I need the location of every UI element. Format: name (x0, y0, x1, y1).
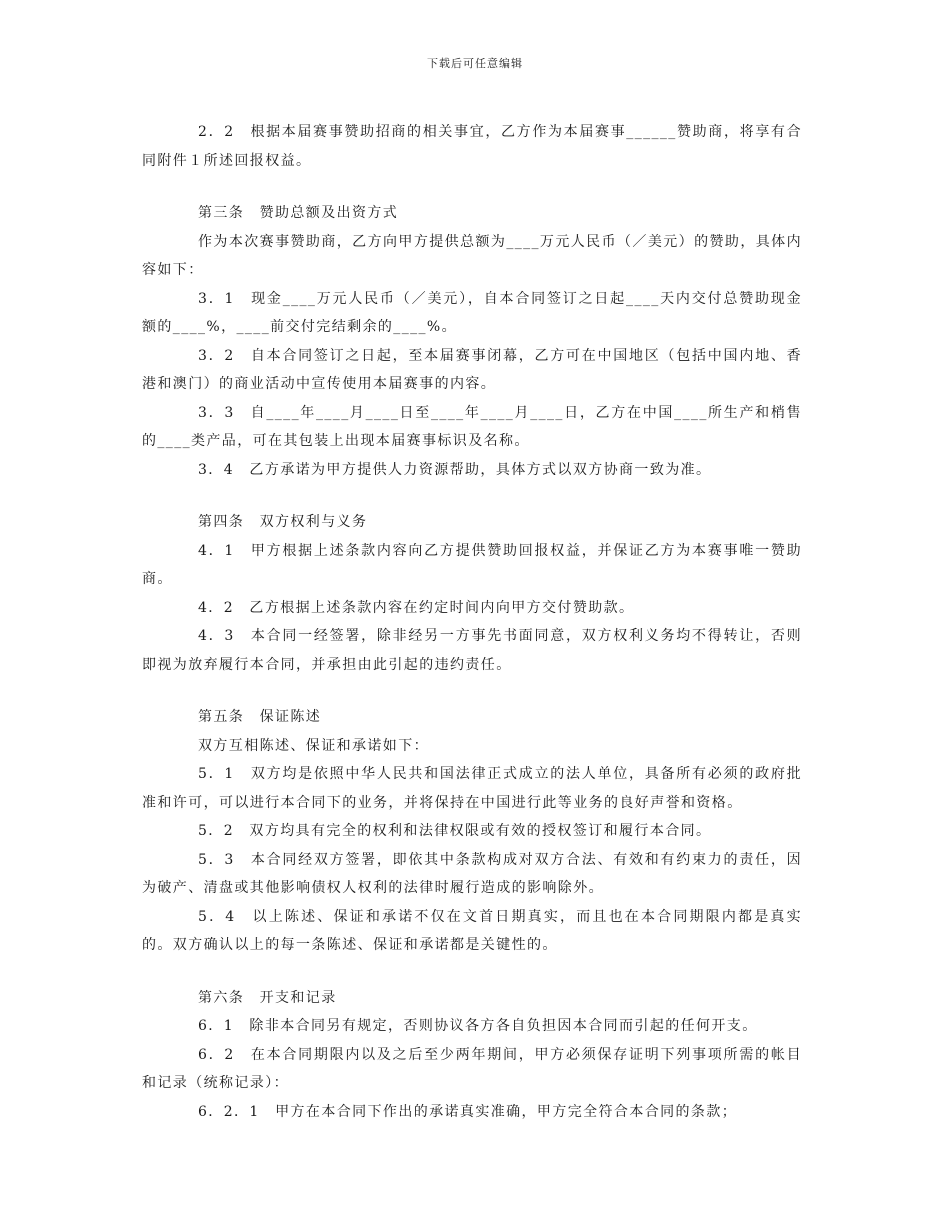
clause-4-2: 4．2 乙方根据上述条款内容在约定时间内向甲方交付赞助款。 (198, 599, 635, 616)
article-3-heading: 第三条 赞助总额及出资方式 (198, 205, 399, 221)
clause-5-4: 5．4 以上陈述、保证和承诺不仅在文首日期真实，而且也在本合同期限内都是真实的。双方确认以上的每一条陈述、保证和承诺都是关键性的。 (142, 908, 802, 953)
article-5-intro: 双方互相陈述、保证和承诺如下： (198, 737, 429, 754)
clause-3-2: 3．2 自本合同签订之日起，至本届赛事闭幕，乙方可在中国地区（包括中国内地、香港和澳门）的商业活动中宣传使用本届赛事的内容。 (142, 347, 802, 392)
clause-6-1: 6．1 除非本合同另有规定，否则协议各方各自负担因本合同而引起的任何开支。 (198, 1018, 758, 1034)
clause-6-2-1: 6．2．1 甲方在本合同下作出的承诺真实准确，甲方完全符合本合同的条款； (198, 1103, 738, 1120)
document-body (142, 118, 802, 1126)
article-5-heading: 第五条 保证陈述 (198, 709, 322, 725)
clause-3-4: 3．4 乙方承诺为甲方提供人力资源帮助，具体方式以双方协商一致为准。 (198, 461, 712, 478)
page-header: 下载后可任意编辑 (427, 57, 523, 70)
clause-3-1: 3．1 现金____万元人民币（／美元），自本合同签订之日起____天内交付总赞助现金额的____%，____前交付完结剩余的____%。 (142, 290, 802, 335)
article-6-heading: 第六条 开支和记录 (198, 989, 337, 1006)
article-4-heading: 第四条 双方权利与义务 (198, 514, 368, 530)
clause-5-2: 5．2 双方均具有完全的权利和法律权限或有效的授权签订和履行本合同。 (198, 823, 712, 839)
clause-4-1: 4．1 甲方根据上述条款内容向乙方提供赞助回报权益，并保证乙方为本赛事唯一赞助商。 (142, 542, 802, 587)
clause-2-2: 2．2 根据本届赛事赞助招商的相关事宜，乙方作为本届赛事______赞助商，将享有合同附件１所述回报权益。 (142, 124, 802, 169)
clause-3-3: 3．3 自____年____月____日至____年____月____日，乙方在中国____所生产和梢售的____类产品，可在其包装上出现本届赛事标识及名称。 (142, 404, 802, 449)
clause-6-2: 6．2 在本合同期限内以及之后至少两年期间，甲方必须保存证明下列事项所需的帐目和记录（统称记录）： (142, 1046, 802, 1091)
article-3-intro: 作为本次赛事赞助商，乙方向甲方提供总额为____万元人民币（／美元）的赞助，具体内容如下： (142, 233, 802, 278)
clause-5-3: 5．3 本合同经双方签署，即依其中条款构成对双方合法、有效和有约束力的责任，因为破产、清盘或其他影响债权人权利的法律时履行造成的影响除外。 (142, 851, 802, 896)
clause-4-3: 4．3 本合同一经签署，除非经另一方事先书面同意，双方权利义务均不得转让，否则即视为放弃履行本合同，并承担由此引起的违约责任。 (142, 628, 802, 673)
clause-5-1: 5．1 双方均是依照中华人民共和国法律正式成立的法人单位，具备所有必须的政府批准和许可，可以进行本合同下的业务，并将保持在中国进行此等业务的良好声誉和资格。 (142, 766, 802, 811)
